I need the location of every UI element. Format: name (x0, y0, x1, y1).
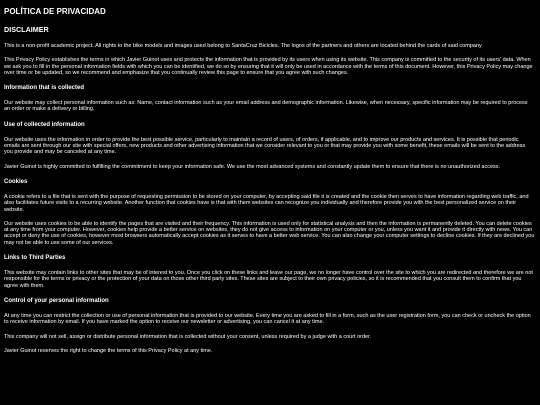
section-cookies (4, 178, 535, 246)
section-paragraph: Our website may collect personal information such as: Name, contact information such as your email address and demographic information. Likewise, when necessary, specific information may be required to process an order or make a delivery or billing. (4, 100, 528, 113)
section-paragraph: Javier Guinot is highly committed to fulfilling the commitment to keep your information safe. We use the most advanced systems and constantly update them to ensure that there is no unauthorized access. (4, 163, 501, 170)
section-paragraph: Javier Guinot reserves the right to change the terms of this Privacy Policy at any time. (4, 347, 213, 354)
section-use-of-information (4, 121, 535, 170)
section-paragraph: This company will not sell, assign or distribute personal information that is collected without your consent, unless required by a judge with a court order. (4, 333, 372, 340)
page-title: POLÍTICA DE PRIVACIDAD (4, 7, 106, 16)
section-paragraph: Our website uses the information in order to provide the best possible service, particularly to maintain a record of users, of orders, if applicable, and to improve our products and services. It is possible that periodic emails are sent through our site with special offers, new products and other advertising information that we consider relevant to you or that may provide you with some benefit, these emails will be sent to the address you provide and may be canceled at any time. (4, 136, 526, 156)
section-heading: Use of collected information (4, 121, 85, 128)
disclaimer-paragraph: This is a non-profit academic project. All rights to the bike models and images used belong to SantaCruz Bicicles. The logos of the partners and others are located behind the cards of said company (4, 43, 482, 49)
section-heading: Information that is collected (4, 85, 85, 92)
section-information-collected (4, 84, 535, 113)
section-third-party-links (4, 254, 535, 289)
section-control-personal-info (4, 297, 535, 354)
section-heading: Control of your personal information (4, 297, 109, 304)
section-paragraph: Our website uses cookies to be able to identify the pages that are visited and their frequency. This information is used only for statistical analysis and then the information is permanently deleted. You can delete cookies at any time from your computer. However, cookies help provide a better service on websites, they do not give access to information on your computer or you, unless you want it and provide it directly with news. You can accept or deny the use of cookies, however most browsers automatically accept cookies as it serves to have a better web service. You can also change your computer settings to decline cookies. If they are declined you may not be able to use some of our services. (4, 220, 535, 246)
section-paragraph: At any time you can restrict the collection or use of personal information that is provided to our website. Every time you are asked to fill in a form, such as the user registration form, you can check or uncheck the option to receive information by email. If you have marked the option to receive our newsletter or advertising, you can cancel it at any time. (4, 312, 531, 326)
section-paragraph: This website may contain links to other sites that may be of interest to you. Once you click on these links and leave our page, we no longer have control over the site to which you are redirected and therefore we are not responsible for the terms or privacy or the protection of your data on those other third party sites. These sites are subject to their own privacy policies, so it is recommended that you consult them to confirm that you agree with them. (4, 270, 533, 289)
section-heading: Cookies (4, 178, 28, 185)
section-heading: Links to Third Parties (4, 255, 66, 262)
section-paragraph: A cookie refers to a file that is sent with the purpose of requesting permission to be stored on your computer, by accepting said file it is created and the cookie then serves to have information regarding web traffic, and also facilitates future visits to a recurring website. Another function that cookies have is that with them websites can recognize you individually and therefore provide you with the best personalized service on their website. (4, 193, 529, 213)
disclaimer-heading: DISCLAIMER (4, 25, 49, 34)
privacy-intro-paragraph: This Privacy Policy establishes the terms in which Javier Guinot uses and protects the information that is provided by its users when using its website. This company is committed to the security of its users' data. When we ask you to fill in the personal information fields with which you can be identified, we do so by ensuring that it will only be used in accordance with the terms of this document. However, this Privacy Policy may change over time or be updated, so we recommend and emphasize that you continually review this page to ensure that you agree with such changes. (4, 57, 533, 76)
